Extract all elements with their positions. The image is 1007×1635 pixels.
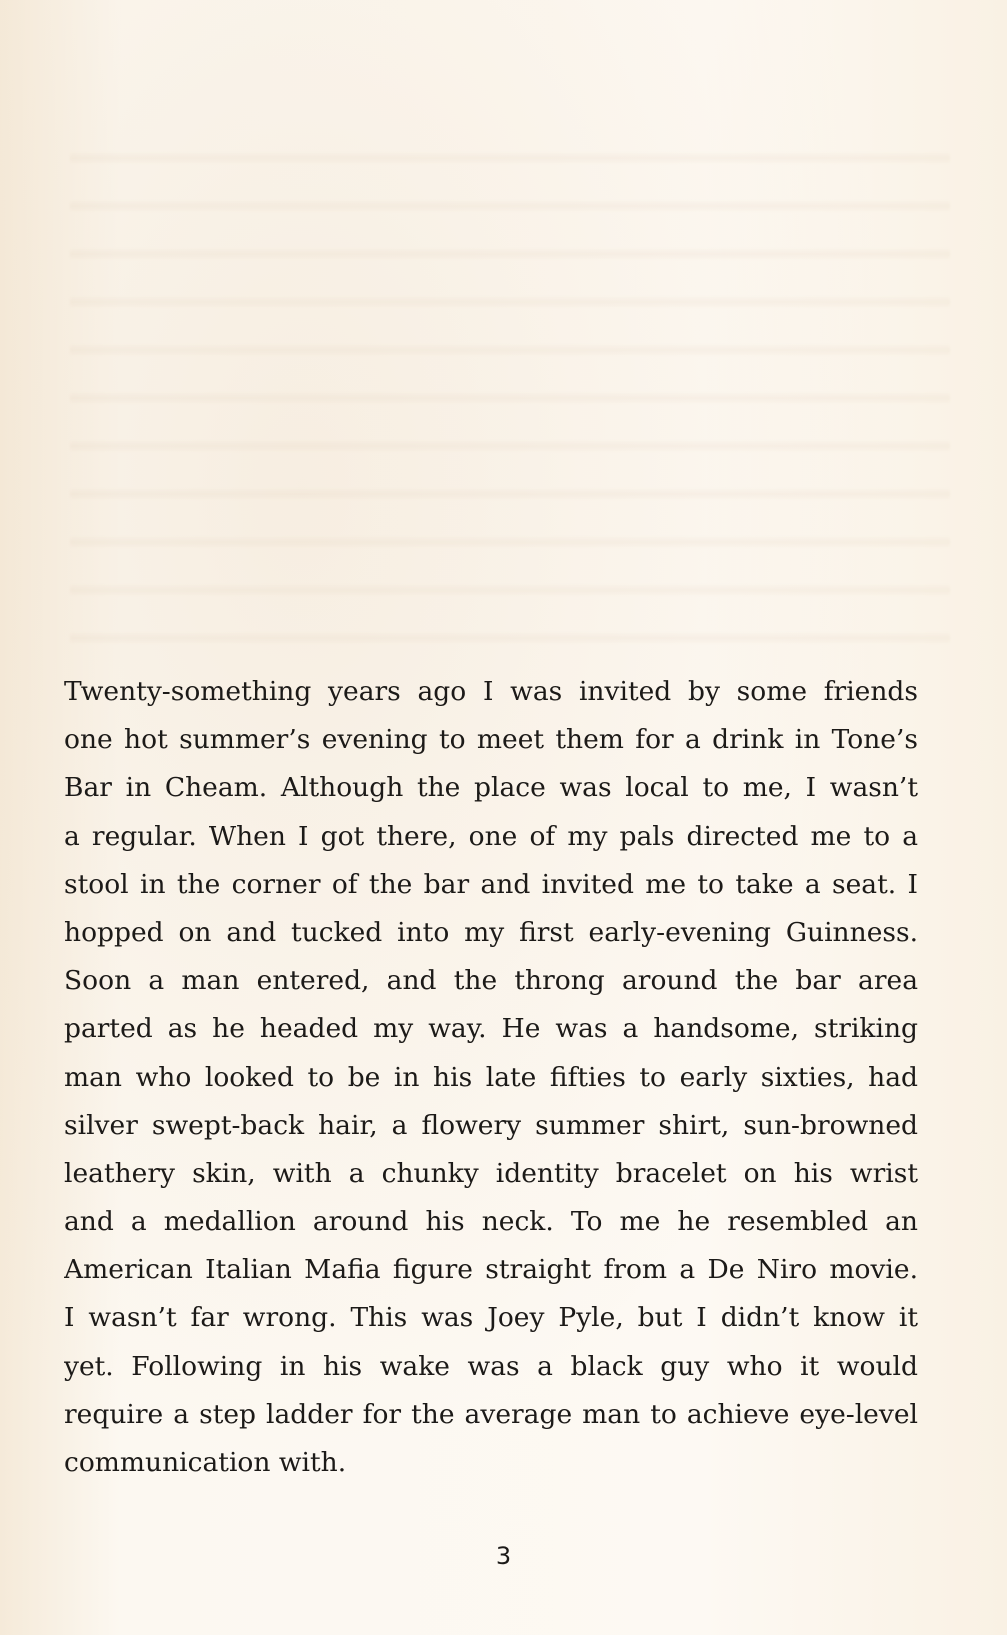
text-line: stool in the corner of the bar and invited me to take a seat. I [64,868,918,900]
text-line: man who looked to be in his late fifties to early sixties, had [64,1061,918,1093]
text-line: Twenty-something years ago I was invited by some friends [64,676,918,707]
text-line: American Italian Mafia figure straight from a De Niro movie. [64,1254,918,1286]
text-line: yet. Following in his wake was a black guy who it would [64,1350,918,1382]
text-line: parted as he headed my way. He was a handsome, striking [64,1013,918,1045]
text-line: silver swept-back hair, a flowery summer shirt, sun-browned [64,1109,918,1141]
text-line: and a medallion around his neck. To me he resembled an [64,1206,918,1238]
body-paragraph [64,668,918,1487]
text-line: one hot summer’s evening to meet them for a drink in Tone’s [64,724,918,756]
text-line: Soon a man entered, and the throng around the bar area [64,965,918,997]
page-number: 3 [495,1542,512,1570]
text-line: require a step ladder for the average man to achieve eye-level [64,1398,918,1430]
text-line: I wasn’t far wrong. This was Joey Pyle, but I didn’t know it [64,1302,918,1334]
text-line: leathery skin, with a chunky identity bracelet on his wrist [64,1157,918,1189]
text-line: Bar in Cheam. Although the place was local to me, I wasn’t [64,772,918,804]
text-line: a regular. When I got there, one of my pals directed me to a [64,820,918,852]
show-through-text [70,130,950,650]
text-line: hopped on and tucked into my first early-evening Guinness. [64,916,918,948]
text-line: communication with. [64,1447,347,1478]
